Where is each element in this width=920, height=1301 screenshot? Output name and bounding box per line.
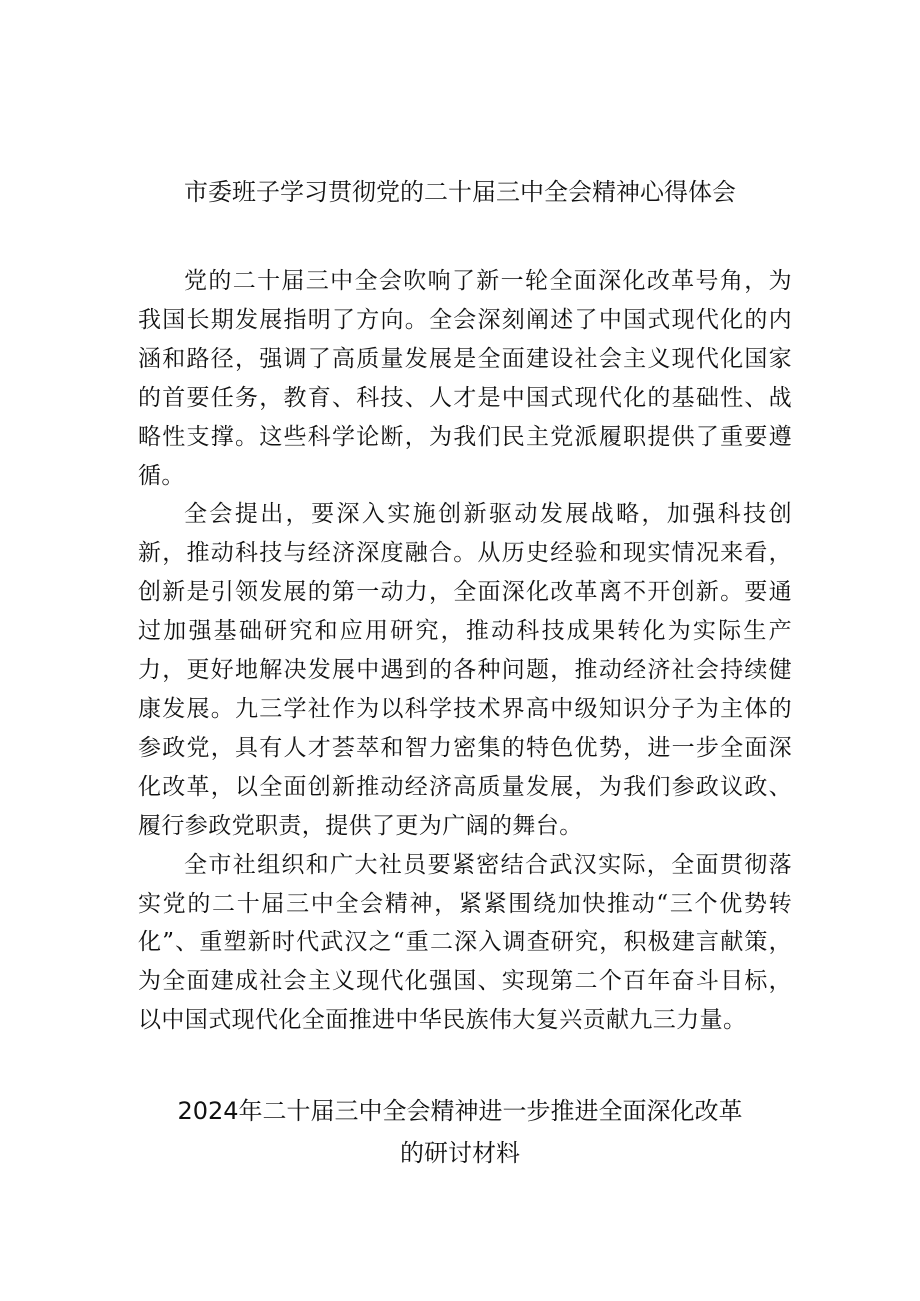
- next-article-title: [0, 1090, 920, 1174]
- next-title-line-2: 的研讨材料: [400, 1139, 520, 1167]
- page-title: 市委班子学习贯彻党的二十届三中全会精神心得体会: [184, 178, 736, 206]
- article-body: [138, 262, 792, 1040]
- paragraph-1: 党的二十届三中全会吹响了新一轮全面深化改革号角，为我国长期发展指明了方向。全会深刻阐述了中国式现代化的内涵和路径，强调了高质量发展是全面建设社会主义现代化国家的首要任务，教育、科技、人才是中国式现代化的基础性、战略性支撑。这些科学论断，为我们民主党派履职提供了重要遵循。: [138, 268, 792, 489]
- next-title-line-1: 2024年二十届三中全会精神进一步推进全面深化改革: [177, 1097, 743, 1125]
- paragraph-3: 全市社组织和广大社员要紧密结合武汉实际，全面贯彻落实党的二十届三中全会精神，紧紧围绕加快推动“三个优势转化”、重塑新时代武汉之“重二深入调查研究，积极建言献策，为全面建成社会主义现代化强国、实现第二个百年奋斗目标，以中国式现代化全面推进中华民族伟大复兴贡献九三力量。: [138, 851, 792, 1034]
- paragraph-2: 全会提出，要深入实施创新驱动发展战略，加强科技创新，推动科技与经济深度融合。从历史经验和现实情况来看，创新是引领发展的第一动力，全面深化改革离不开创新。要通过加强基础研究和应用研究，推动科技成果转化为实际生产力，更好地解决发展中遇到的各种问题，推动经济社会持续健康发展。九三学社作为以科学技术界高中级知识分子为主体的参政党，具有人才荟萃和智力密集的特色优势，进一步全面深化改革，以全面创新推动经济高质量发展，为我们参政议政、履行参政党职责，提供了更为广阔的舞台。: [138, 501, 792, 839]
